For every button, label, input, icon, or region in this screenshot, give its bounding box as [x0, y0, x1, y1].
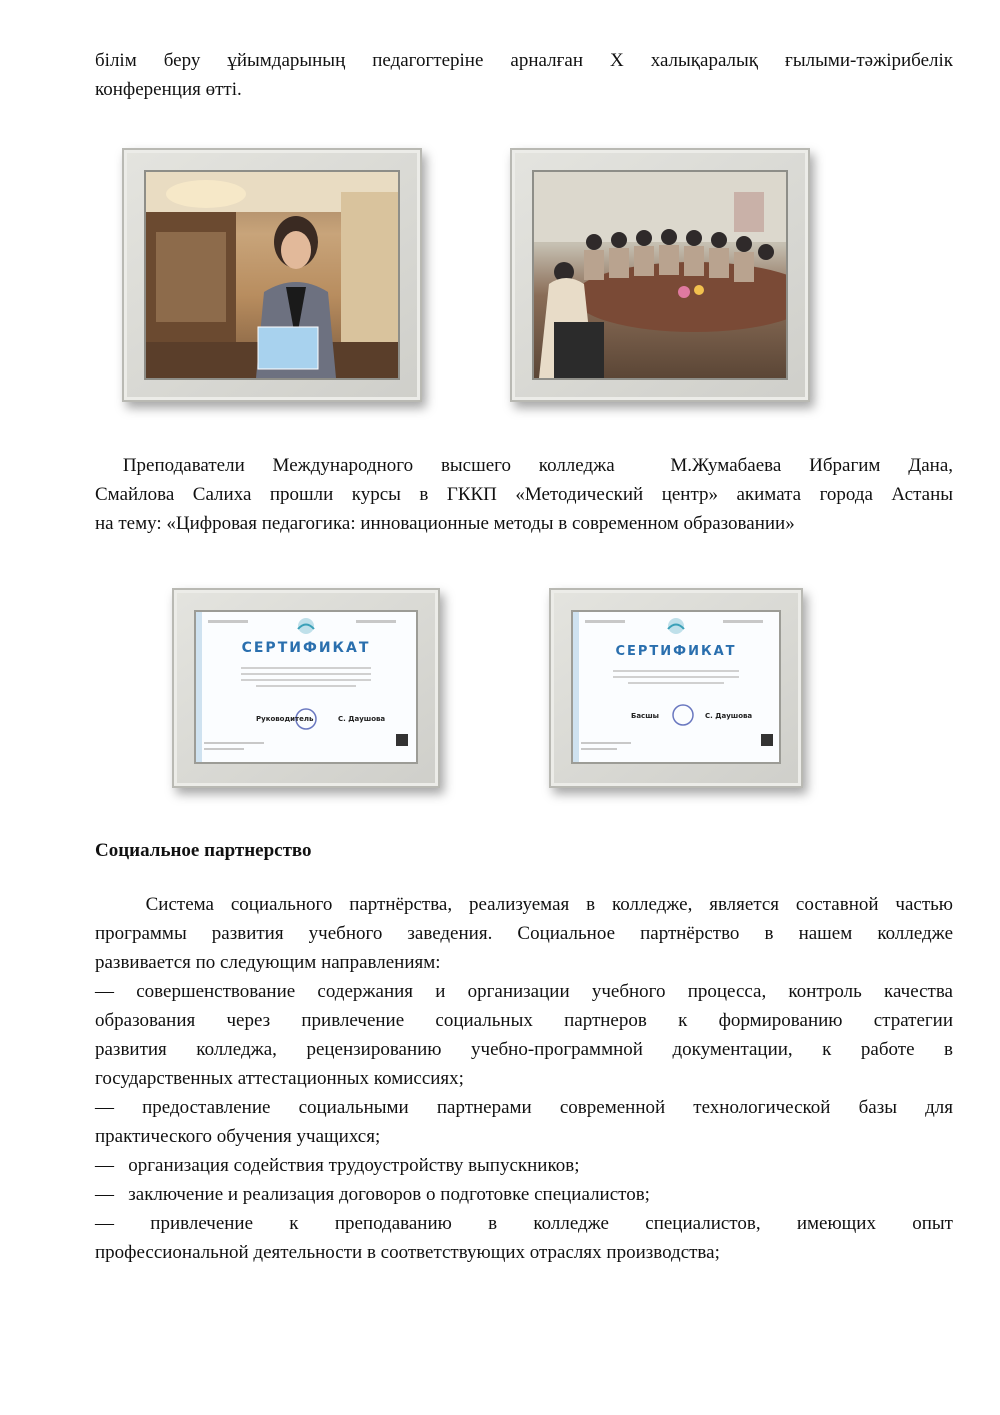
section-line: образования через привлечение социальных партнеров к формированию стратегии	[95, 1010, 953, 1031]
section-line: практического обучения учащихся;	[95, 1126, 381, 1147]
section-line: развития колледжа, рецензированию учебно-программной документации, к работе в	[95, 1039, 953, 1060]
intro-paragraph	[95, 46, 953, 104]
section-line: развивается по следующим направлениям:	[95, 952, 441, 973]
section-line: государственных аттестационных комиссиях;	[95, 1068, 464, 1089]
certificate-1	[194, 610, 418, 764]
courses-line: Смайлова Салиха прошли курсы в ГККП «Методический центр» акимата города Астаны	[95, 484, 953, 505]
section-line: Система социального партнёрства, реализуемая в колледже, является составной частью	[95, 894, 953, 915]
section-line: — привлечение к преподаванию в колледже специалистов, имеющих опыт	[95, 1213, 953, 1234]
certificate-2-signer: С. Даушова	[705, 712, 753, 720]
certificate-2-decoration	[573, 612, 779, 762]
certificate-frame-1	[172, 588, 440, 788]
section-line: — предоставление социальными партнерами современной технологической базы для	[95, 1097, 953, 1118]
courses-line: Преподаватели Международного высшего колледжа М.Жумабаева Ибрагим Дана,	[95, 455, 953, 476]
section-line: программы развития учебного заведения. Социальное партнёрство в нашем колледже	[95, 923, 953, 944]
certificate-1-role: Руководитель	[256, 715, 314, 723]
certificate-frame-2	[549, 588, 803, 788]
certificate-2-title: СЕРТИФИКАТ	[615, 644, 737, 659]
teacher-photo-illustration	[146, 172, 398, 378]
courses-line: на тему: «Цифровая педагогика: инновационные методы в современном образовании»	[95, 513, 795, 534]
intro-line: конференция өтті.	[95, 79, 242, 100]
certificate-1-decoration	[196, 612, 416, 762]
meeting-photo	[532, 170, 788, 380]
section-line: профессиональной деятельности в соответствующих отраслях производства;	[95, 1242, 720, 1263]
courses-paragraph	[95, 451, 953, 538]
meeting-photo-illustration	[534, 172, 786, 378]
section-line: — совершенствование содержания и организации учебного процесса, контроль качества	[95, 981, 953, 1002]
section-heading: Социальное партнерство	[95, 840, 312, 861]
section-line: — заключение и реализация договоров о подготовке специалистов;	[95, 1184, 650, 1205]
certificate-2	[571, 610, 781, 764]
certificate-1-signer: С. Даушова	[338, 715, 386, 723]
photo-frame-meeting	[510, 148, 810, 402]
photo-frame-teacher	[122, 148, 422, 402]
certificate-2-role: Басшы	[631, 712, 659, 720]
section-paragraph	[95, 890, 953, 1267]
teacher-photo	[144, 170, 400, 380]
section-line: — организация содействия трудоустройству выпускников;	[95, 1155, 580, 1176]
intro-line: білім беру ұйымдарының педагогтеріне арналған Х халықаралық ғылыми-тәжірибелік	[95, 50, 953, 71]
certificate-1-title: СЕРТИФИКАТ	[241, 640, 371, 656]
